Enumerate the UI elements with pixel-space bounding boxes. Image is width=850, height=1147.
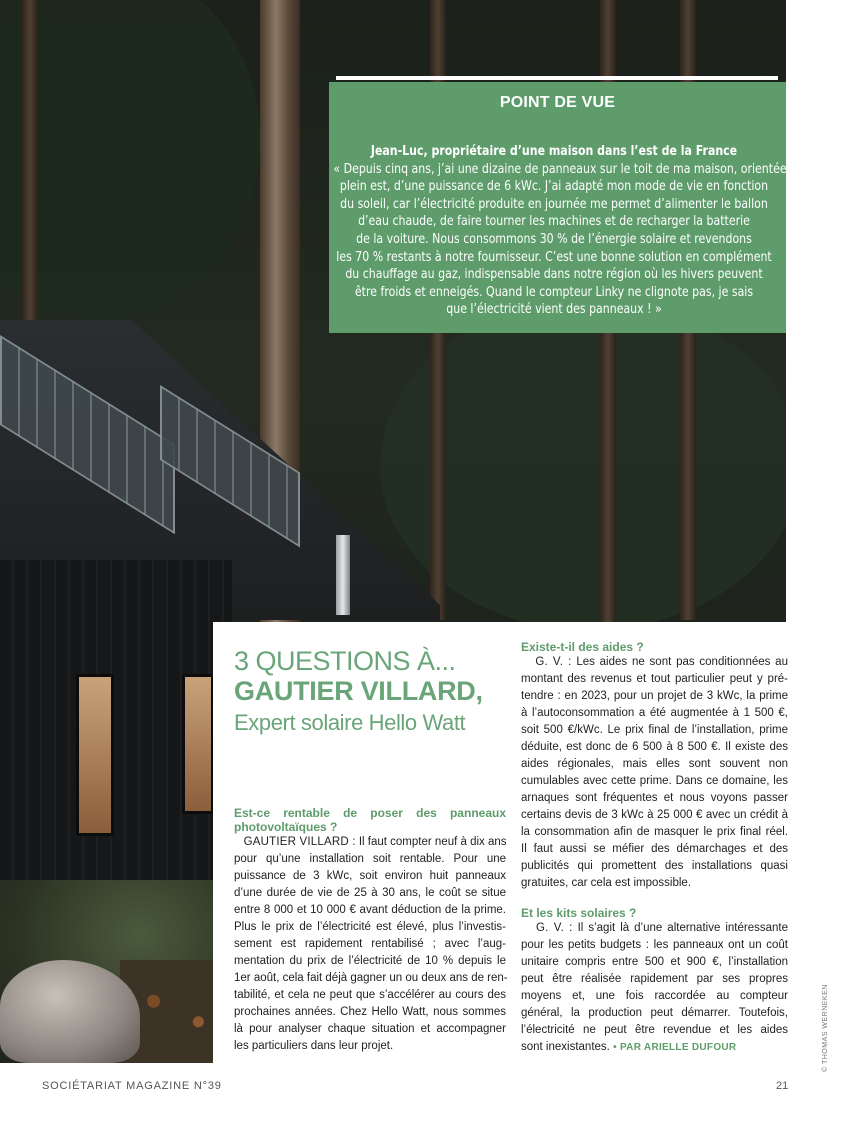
answer-line: d’une durée de vie de 25 à 30 ans, le coût se situe <box>234 887 506 899</box>
pdv-author: Jean-Luc, propriétaire d’une maison dans l’est de la France <box>370 144 738 159</box>
answer-line: peut être réalisée rapidement par ses propres <box>521 973 788 985</box>
pdv-body <box>333 143 787 319</box>
question-line: photovoltaïques ? <box>234 820 338 834</box>
pdv-quote-line: « Depuis cinq ans, j’ai une dizaine de panneaux sur le toit de ma maison, orientée <box>333 161 787 177</box>
answer-line: gratuites, car cela est impossible. <box>521 877 692 889</box>
answer-line: G. V. : Les aides ne sont pas conditionnées au <box>535 656 788 668</box>
pdv-quote-line: du chauffage au gaz, indispensable dans notre région où les hivers peuvent <box>345 267 763 283</box>
answer-line: unitaire compris entre 500 et 900 €, l’installation <box>521 956 788 968</box>
answer-line: arnaques sont fréquentes et nous voyons passer <box>521 792 788 804</box>
answer-line: pour les petits budgets : les panneaux ont un coût <box>521 939 788 951</box>
question-2: Existe-t-il des aides ? <box>521 640 644 654</box>
question-3: Et les kits solaires ? <box>521 906 637 920</box>
point-de-vue-box <box>329 82 786 333</box>
answer-line: pour qu’une installation soit rentable. Pour une <box>234 853 506 865</box>
answer-line: tendre : en 2023, pour un projet de 3 kWc, la prime <box>521 690 788 702</box>
article-name: GAUTIER VILLARD, <box>234 676 483 706</box>
answer-line: déduite, est donc de 6 500 à 8 500 €. Il existe des <box>521 741 788 753</box>
pdv-quote-line: de la voiture. Nous consommons 30 % de l’énergie solaire et revendons <box>356 231 752 247</box>
answer-line: montant des revenus et tout particulier peut y pré- <box>521 673 788 685</box>
pdv-title: POINT DE VUE <box>499 94 616 111</box>
answer-1 <box>234 834 506 1055</box>
answer-line: certains devis de 3 kWc à 25 000 € avec un crédit à <box>521 809 788 821</box>
photo-credit: © THOMAS WERNEKEN <box>822 984 829 1072</box>
column-left <box>234 806 506 1055</box>
answer-3 <box>521 920 788 1056</box>
answer-line: moyens et, une fois raccordée au compteur <box>521 990 788 1002</box>
answer-line: puissance de 3 kWc, soit environ huit panneaux <box>234 870 506 882</box>
answer-line: 1er août, cela fait déjà gagner un ou deux ans de ren- <box>234 972 508 984</box>
answer-line: Plus le prix de l’électricité est élevé, plus l’investis- <box>234 921 506 933</box>
pdv-quote-line: d’eau chaude, de faire tourner les machines et de recharger la batterie <box>358 214 750 230</box>
answer-line: la consommation afin de masquer le prix final réel. <box>521 826 788 838</box>
answer-line: là pour analyser chaque situation et accompagner <box>234 1023 506 1035</box>
magazine-footer: SOCIÉTARIAT MAGAZINE N°39 <box>42 1080 222 1092</box>
answer-line: cumulables avec cette prime. Dans ce domaine, les <box>521 775 788 787</box>
article-role: Expert solaire Hello Watt <box>234 710 466 735</box>
page-number: 21 <box>776 1080 789 1092</box>
pdv-quote-line: que l’électricité vient des panneaux ! » <box>446 302 662 318</box>
answer-line: GAUTIER VILLARD : Il faut compter neuf à dix ans <box>243 836 507 848</box>
pdv-quote-line: plein est, d’une puissance de 6 kWc. J’ai adapté mon mode de vie en fonction <box>339 179 769 195</box>
question-line: Est-ce rentable de poser des panneaux <box>234 806 506 820</box>
article-kicker: 3 QUESTIONS À... <box>234 646 456 676</box>
question-1 <box>234 806 506 834</box>
answer-line: tabilité, et cela ne peut que s’accélérer au cours des <box>234 989 506 1001</box>
answer-line: à l’autoconsommation a été augmentée à 1 500 €, <box>521 707 788 719</box>
answer-2 <box>521 654 788 892</box>
answer-line: soit 500 €/kWc. Le prix final de l’installation, prime <box>521 724 788 736</box>
answer-line: l’électricité ne peut être revendue et les aides <box>521 1024 788 1036</box>
answer-line: sement est rapidement rentabilisé ; avec l’aug- <box>234 938 506 950</box>
chimney <box>336 535 350 615</box>
answer-line: prochaines années. Chez Hello Watt, nous sommes <box>234 1006 506 1018</box>
column-right <box>521 640 788 1056</box>
answer-line: général, la production peut démarrer. Toutefois, <box>521 1007 788 1019</box>
pdv-quote-line: être froids et enneigés. Quand le compteur Linky ne clignote pas, je sais <box>354 284 754 300</box>
answer-line: les particuliers dans leur projet. <box>234 1040 394 1052</box>
cabin-window <box>182 674 214 814</box>
answer-line: publicités qui promettent des installations quasi <box>521 860 788 872</box>
pdv-quote-line: les 70 % restants à notre fournisseur. C’est une bonne solution en complément <box>336 249 772 265</box>
foliage <box>0 0 260 320</box>
answer-line: aides régionales, mais elles sont souvent non <box>521 758 788 770</box>
byline: • PAR ARIELLE DUFOUR <box>613 1042 737 1053</box>
pdv-top-rule <box>336 76 778 80</box>
cabin-window <box>76 674 114 836</box>
answer-line: G. V. : Il s’agit là d’une alternative intéressante <box>536 922 789 934</box>
answer-line: mentation du prix de l’électricité de 10 % depuis le <box>234 955 506 967</box>
answer-line: entre 8 000 et 10 000 € avant déduction de la prime. <box>234 904 506 916</box>
answer-line: sont inexistantes. • PAR ARIELLE DUFOUR <box>521 1041 737 1053</box>
pdv-quote-line: du soleil, car l’électricité produite en journée me permet d’alimenter le ballon <box>340 196 768 212</box>
answer-line: Il faut aussi se méfier des démarchages et des <box>521 843 788 855</box>
